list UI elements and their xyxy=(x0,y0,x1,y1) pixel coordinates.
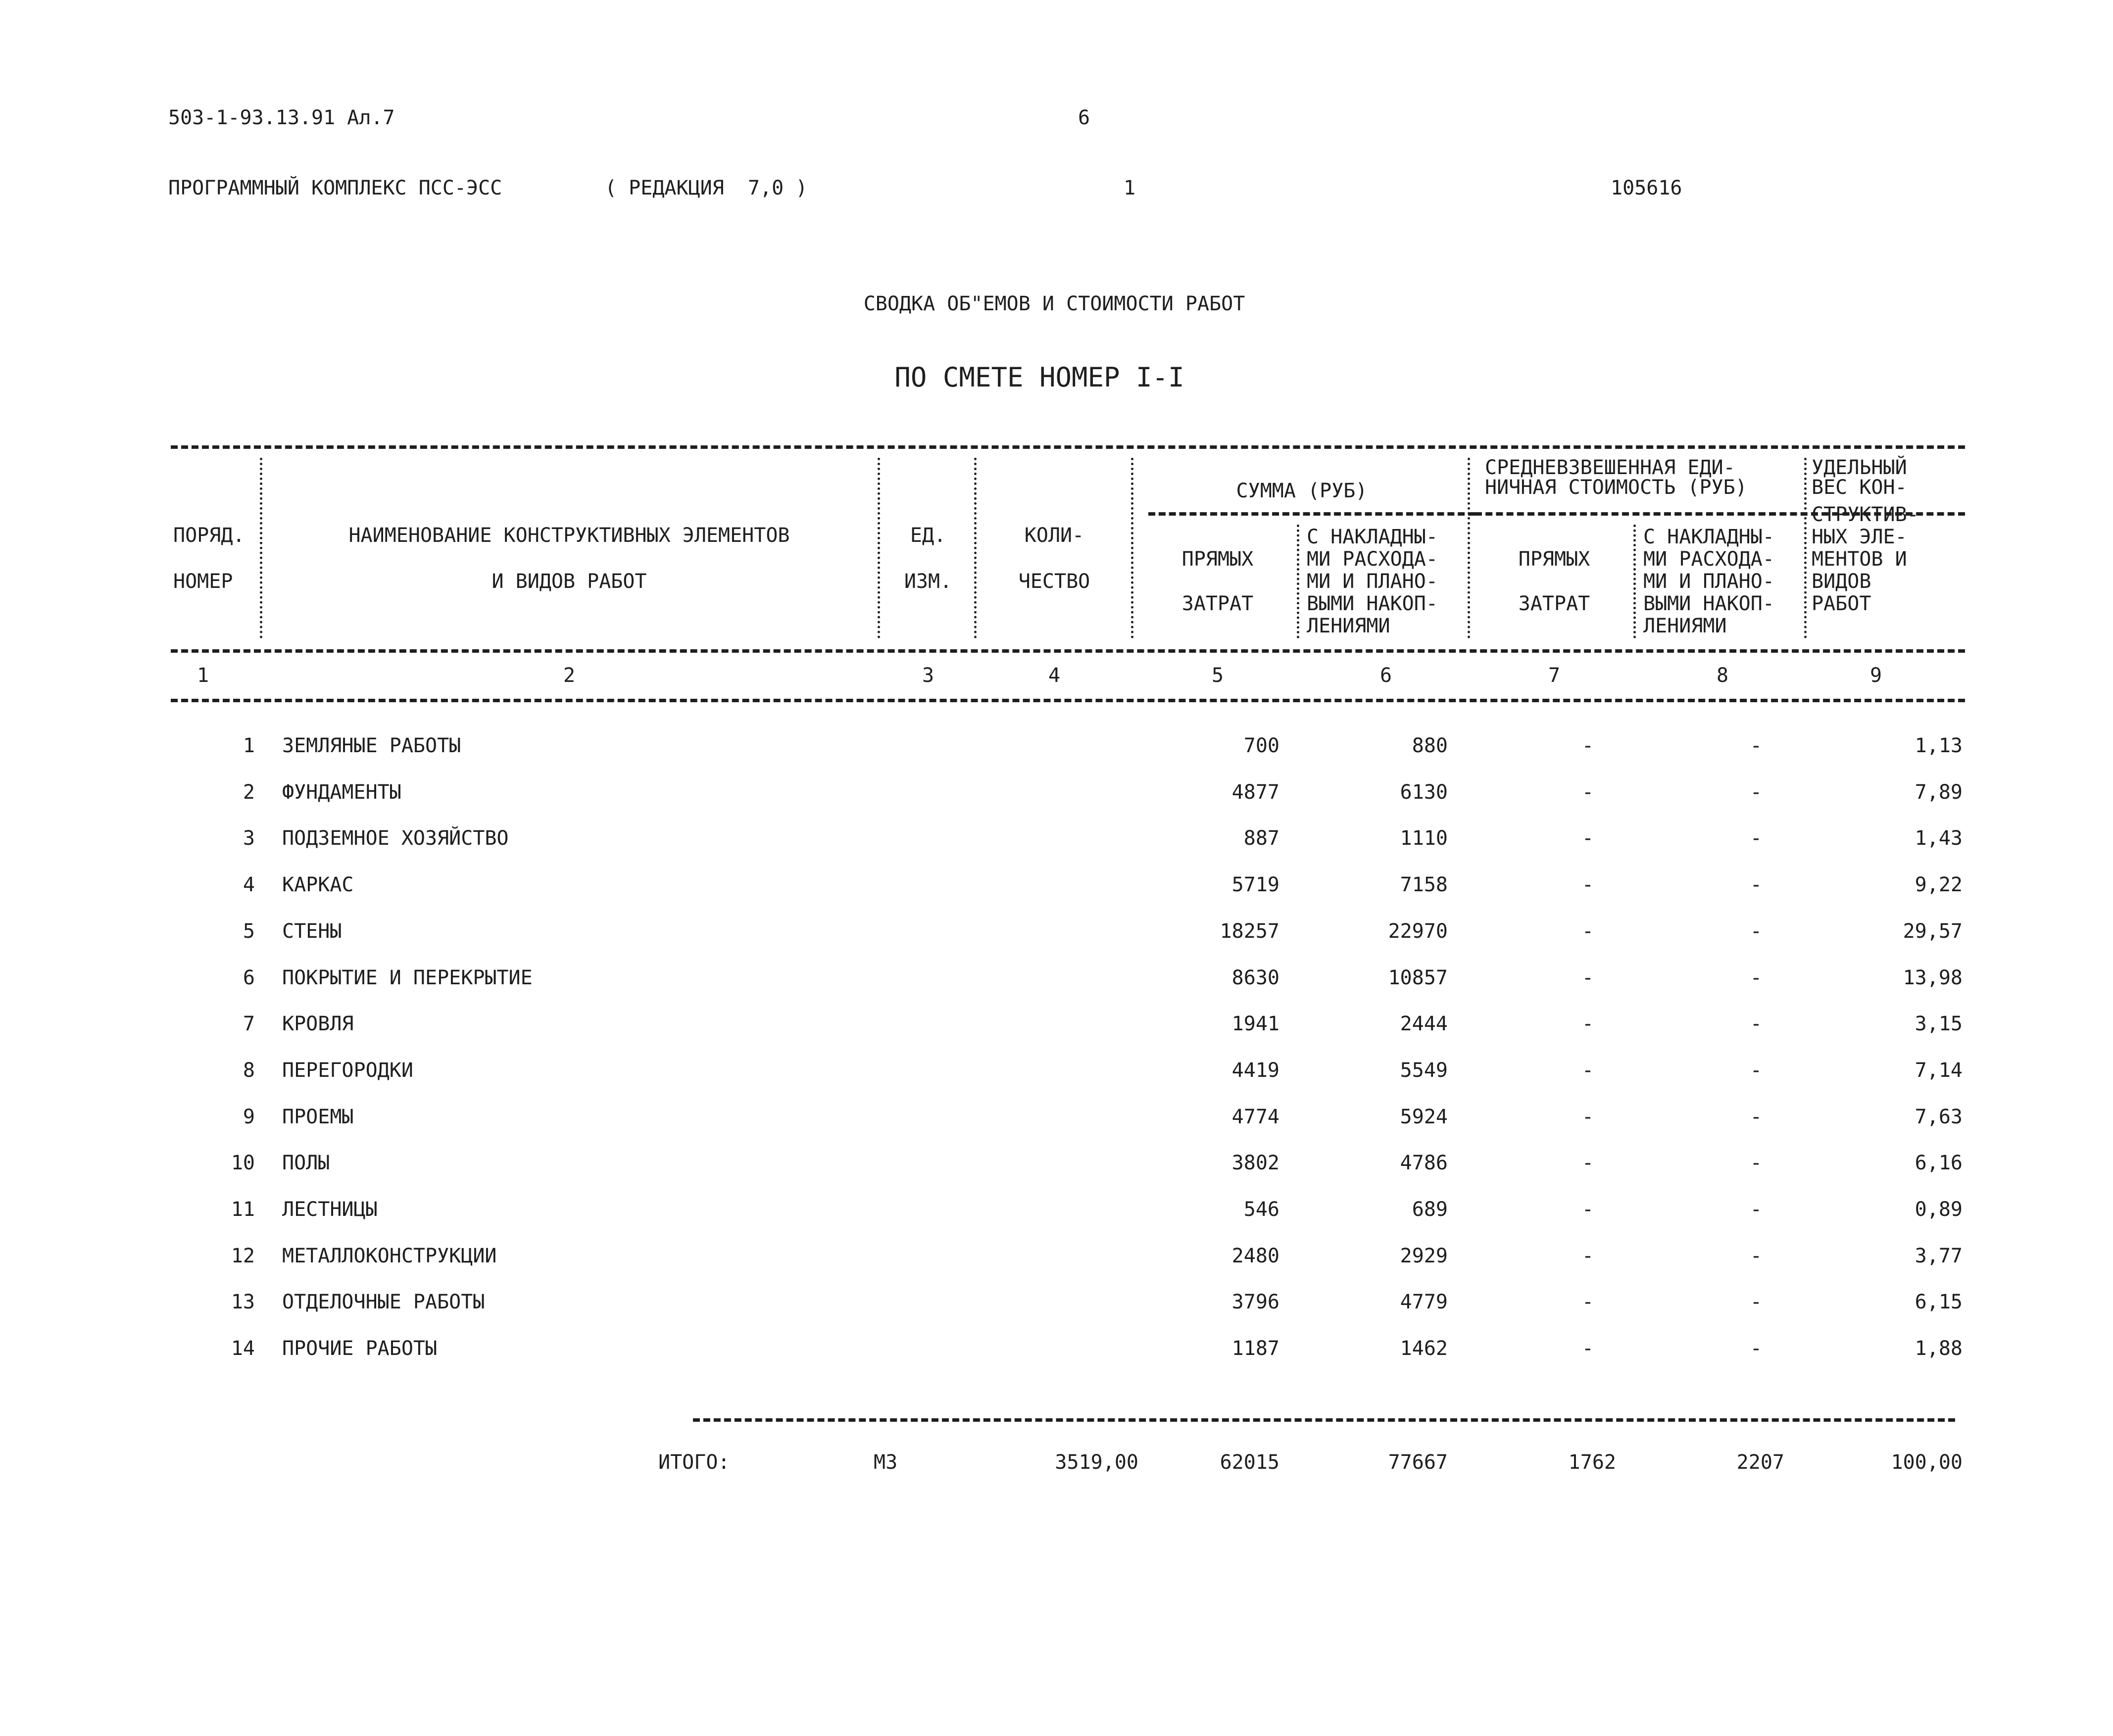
program-line: ПРОГРАММНЫЙ КОМПЛЕКС ПСС-ЭСС xyxy=(168,177,502,199)
column-number: 7 xyxy=(1548,664,1561,687)
row-number: 7 xyxy=(243,1013,255,1035)
totals-unit: М3 xyxy=(874,1451,898,1474)
page-number: 6 xyxy=(1078,106,1090,129)
header-overhead-line1: С НАКЛАДНЫ- xyxy=(1307,526,1438,548)
totals-label: ИТОГО: xyxy=(658,1451,730,1474)
row-name: ЛЕСТНИЦЫ xyxy=(282,1198,378,1221)
column-separator xyxy=(878,458,880,638)
header-overhead-line3: МИ И ПЛАНО- xyxy=(1307,570,1438,593)
row-share: 3,77 xyxy=(1915,1245,1963,1267)
row-share: 7,89 xyxy=(1915,781,1963,804)
header-direct-line2: ЗАТРАТ xyxy=(1181,592,1254,615)
column-separator xyxy=(260,458,262,638)
row-share: 7,63 xyxy=(1915,1106,1963,1128)
row-share: 3,15 xyxy=(1915,1013,1963,1035)
header-name-line2: И ВИДОВ РАБОТ xyxy=(491,570,647,593)
totals-avg-direct: 1762 xyxy=(1568,1451,1616,1474)
row-share: 7,14 xyxy=(1915,1059,1963,1082)
row-overhead: 1462 xyxy=(1400,1337,1448,1360)
column-number: 2 xyxy=(563,664,576,687)
totals-rule xyxy=(693,1418,1955,1422)
row-share: 1,88 xyxy=(1915,1337,1963,1360)
document-subtitle: ПО СМЕТЕ НОМЕР I-I xyxy=(894,362,1184,393)
totals-quantity: 3519,00 xyxy=(1055,1451,1138,1474)
row-share: 1,13 xyxy=(1915,734,1963,757)
row-overhead: 2929 xyxy=(1400,1245,1448,1267)
header-avg-overhead-line2: МИ РАСХОДА- xyxy=(1643,548,1774,571)
row-name: ОТДЕЛОЧНЫЕ РАБОТЫ xyxy=(282,1291,485,1313)
row-avg-overhead: - xyxy=(1750,966,1762,989)
row-direct: 8630 xyxy=(1231,966,1279,989)
row-overhead: 1110 xyxy=(1400,827,1448,850)
header-unit-line2: ИЗМ. xyxy=(904,570,952,593)
row-direct: 700 xyxy=(1243,734,1279,757)
table-top-rule xyxy=(171,445,1965,449)
row-name: ЗЕМЛЯНЫЕ РАБОТЫ xyxy=(282,734,461,757)
program-code: 105616 xyxy=(1611,177,1682,199)
row-direct: 18257 xyxy=(1220,920,1279,943)
header-ord-line2: НОМЕР xyxy=(173,570,233,593)
header-avg-group-line2: НИЧНАЯ СТОИМОСТЬ (РУБ) xyxy=(1485,476,1747,499)
totals-avg-overhead: 2207 xyxy=(1736,1451,1784,1474)
row-number: 3 xyxy=(243,827,255,850)
row-overhead: 6130 xyxy=(1400,781,1448,804)
row-share: 1,43 xyxy=(1915,827,1963,850)
row-name: ПОКРЫТИЕ И ПЕРЕКРЫТИЕ xyxy=(282,966,533,989)
row-avg-overhead: - xyxy=(1750,1013,1762,1035)
header-ord-line1: ПОРЯД. xyxy=(173,524,245,547)
row-number: 11 xyxy=(231,1198,255,1221)
header-sum-group: СУММА (РУБ) xyxy=(1236,480,1368,502)
header-share-line3: СТРУКТИВ- xyxy=(1812,503,1919,526)
row-direct: 3802 xyxy=(1231,1152,1279,1174)
row-overhead: 2444 xyxy=(1400,1013,1448,1035)
header-bottom-rule xyxy=(171,649,1965,653)
row-avg-overhead: - xyxy=(1750,1291,1762,1313)
header-avg-group-line1: СРЕДНЕВЗВЕШЕННАЯ ЕДИ- xyxy=(1485,456,1735,479)
header-share-line4: НЫХ ЭЛЕ- xyxy=(1812,526,1907,548)
row-overhead: 10857 xyxy=(1388,966,1448,989)
row-overhead: 5924 xyxy=(1400,1106,1448,1128)
row-number: 2 xyxy=(243,781,255,804)
totals-direct: 62015 xyxy=(1220,1451,1279,1474)
row-name: ПРОЕМЫ xyxy=(282,1106,354,1128)
row-name: КАРКАС xyxy=(282,873,354,896)
row-direct: 4877 xyxy=(1231,781,1279,804)
row-avg-direct: - xyxy=(1581,827,1594,850)
header-qty-line2: ЧЕСТВО xyxy=(1018,570,1090,593)
row-avg-overhead: - xyxy=(1750,827,1762,850)
row-direct: 546 xyxy=(1243,1198,1279,1221)
row-avg-overhead: - xyxy=(1750,1198,1762,1221)
header-share-line2: ВЕС КОН- xyxy=(1812,476,1907,499)
header-avg-direct-line1: ПРЯМЫХ xyxy=(1518,548,1590,571)
row-avg-direct: - xyxy=(1581,1013,1594,1035)
row-share: 0,89 xyxy=(1915,1198,1963,1221)
row-avg-direct: - xyxy=(1581,734,1594,757)
column-number: 6 xyxy=(1379,664,1392,687)
column-number: 3 xyxy=(922,664,934,687)
document-title: СВОДКА ОБ"ЕМОВ И СТОИМОСТИ РАБОТ xyxy=(863,292,1245,315)
row-avg-direct: - xyxy=(1581,873,1594,896)
row-avg-direct: - xyxy=(1581,1337,1594,1360)
header-share-line6: ВИДОВ xyxy=(1812,570,1871,593)
row-avg-direct: - xyxy=(1581,1106,1594,1128)
column-separator xyxy=(1297,525,1299,638)
row-number: 6 xyxy=(243,966,255,989)
row-share: 13,98 xyxy=(1903,966,1963,989)
row-avg-overhead: - xyxy=(1750,1059,1762,1082)
totals-share: 100,00 xyxy=(1891,1451,1963,1474)
row-avg-overhead: - xyxy=(1750,734,1762,757)
row-avg-direct: - xyxy=(1581,1152,1594,1174)
row-name: ПЕРЕГОРОДКИ xyxy=(282,1059,413,1082)
column-separator xyxy=(974,458,977,638)
column-number-rule xyxy=(171,699,1965,702)
row-overhead: 7158 xyxy=(1400,873,1448,896)
row-avg-overhead: - xyxy=(1750,873,1762,896)
row-direct: 4774 xyxy=(1231,1106,1279,1128)
row-direct: 887 xyxy=(1243,827,1279,850)
column-number: 1 xyxy=(197,664,209,687)
header-qty-line1: КОЛИ- xyxy=(1024,524,1084,547)
row-name: СТЕНЫ xyxy=(282,920,342,943)
row-name: ПОЛЫ xyxy=(282,1152,330,1174)
column-separator xyxy=(1131,458,1133,638)
totals-overhead: 77667 xyxy=(1388,1451,1448,1474)
column-separator xyxy=(1804,458,1807,638)
row-number: 5 xyxy=(243,920,255,943)
row-number: 8 xyxy=(243,1059,255,1082)
row-name: ФУНДАМЕНТЫ xyxy=(282,781,401,804)
header-unit-line1: ЕД. xyxy=(910,524,946,547)
row-name: МЕТАЛЛОКОНСТРУКЦИИ xyxy=(282,1245,497,1267)
row-share: 6,15 xyxy=(1915,1291,1963,1313)
edition-label: ( РЕДАКЦИЯ 7,0 ) xyxy=(605,177,808,199)
header-avg-overhead-line4: ВЫМИ НАКОП- xyxy=(1643,592,1774,615)
header-avg-overhead-line1: С НАКЛАДНЫ- xyxy=(1643,526,1774,548)
row-overhead: 4779 xyxy=(1400,1291,1448,1313)
sum-group-rule xyxy=(1148,512,1475,516)
row-avg-direct: - xyxy=(1581,920,1594,943)
row-avg-direct: - xyxy=(1581,1245,1594,1267)
row-direct: 4419 xyxy=(1231,1059,1279,1082)
header-direct-line1: ПРЯМЫХ xyxy=(1181,548,1254,571)
header-overhead-line5: ЛЕНИЯМИ xyxy=(1307,615,1390,637)
row-avg-direct: - xyxy=(1581,1198,1594,1221)
header-share-line5: МЕНТОВ И xyxy=(1812,548,1907,571)
column-separator xyxy=(1633,525,1636,638)
column-number: 8 xyxy=(1716,664,1729,687)
row-avg-direct: - xyxy=(1581,1291,1594,1313)
header-overhead-line4: ВЫМИ НАКОП- xyxy=(1307,592,1438,615)
row-avg-direct: - xyxy=(1581,781,1594,804)
row-avg-overhead: - xyxy=(1750,1106,1762,1128)
header-name-line1: НАИМЕНОВАНИЕ КОНСТРУКТИВНЫХ ЭЛЕМЕНТОВ xyxy=(348,524,790,547)
column-number: 4 xyxy=(1048,664,1061,687)
row-overhead: 4786 xyxy=(1400,1152,1448,1174)
row-number: 10 xyxy=(231,1152,255,1174)
row-avg-overhead: - xyxy=(1750,1152,1762,1174)
row-share: 6,16 xyxy=(1915,1152,1963,1174)
column-number: 9 xyxy=(1869,664,1882,687)
header-avg-overhead-line3: МИ И ПЛАНО- xyxy=(1643,570,1774,593)
row-avg-overhead: - xyxy=(1750,920,1762,943)
row-avg-direct: - xyxy=(1581,1059,1594,1082)
row-overhead: 5549 xyxy=(1400,1059,1448,1082)
row-number: 12 xyxy=(231,1245,255,1267)
document-code: 503-1-93.13.91 Ал.7 xyxy=(168,106,395,129)
row-overhead: 22970 xyxy=(1388,920,1448,943)
header-share-line1: УДЕЛЬНЫЙ xyxy=(1812,456,1907,479)
row-number: 4 xyxy=(243,873,255,896)
row-overhead: 880 xyxy=(1412,734,1448,757)
row-number: 1 xyxy=(243,734,255,757)
program-mark: 1 xyxy=(1124,177,1136,199)
column-number: 5 xyxy=(1211,664,1224,687)
header-overhead-line2: МИ РАСХОДА- xyxy=(1307,548,1438,571)
row-number: 13 xyxy=(231,1291,255,1313)
row-share: 29,57 xyxy=(1903,920,1963,943)
row-direct: 2480 xyxy=(1231,1245,1279,1267)
row-direct: 3796 xyxy=(1231,1291,1279,1313)
row-number: 14 xyxy=(231,1337,255,1360)
row-overhead: 689 xyxy=(1412,1198,1448,1221)
row-avg-overhead: - xyxy=(1750,1337,1762,1360)
row-direct: 1187 xyxy=(1231,1337,1279,1360)
row-number: 9 xyxy=(243,1106,255,1128)
row-name: КРОВЛЯ xyxy=(282,1013,354,1035)
row-avg-direct: - xyxy=(1581,966,1594,989)
row-name: ПРОЧИЕ РАБОТЫ xyxy=(282,1337,438,1360)
header-avg-overhead-line5: ЛЕНИЯМИ xyxy=(1643,615,1727,637)
header-share-line7: РАБОТ xyxy=(1812,592,1871,615)
column-separator xyxy=(1468,458,1470,638)
row-avg-overhead: - xyxy=(1750,1245,1762,1267)
row-direct: 1941 xyxy=(1231,1013,1279,1035)
row-share: 9,22 xyxy=(1915,873,1963,896)
row-name: ПОДЗЕМНОЕ ХОЗЯЙСТВО xyxy=(282,827,509,850)
row-avg-overhead: - xyxy=(1750,781,1762,804)
header-avg-direct-line2: ЗАТРАТ xyxy=(1518,592,1590,615)
row-direct: 5719 xyxy=(1231,873,1279,896)
